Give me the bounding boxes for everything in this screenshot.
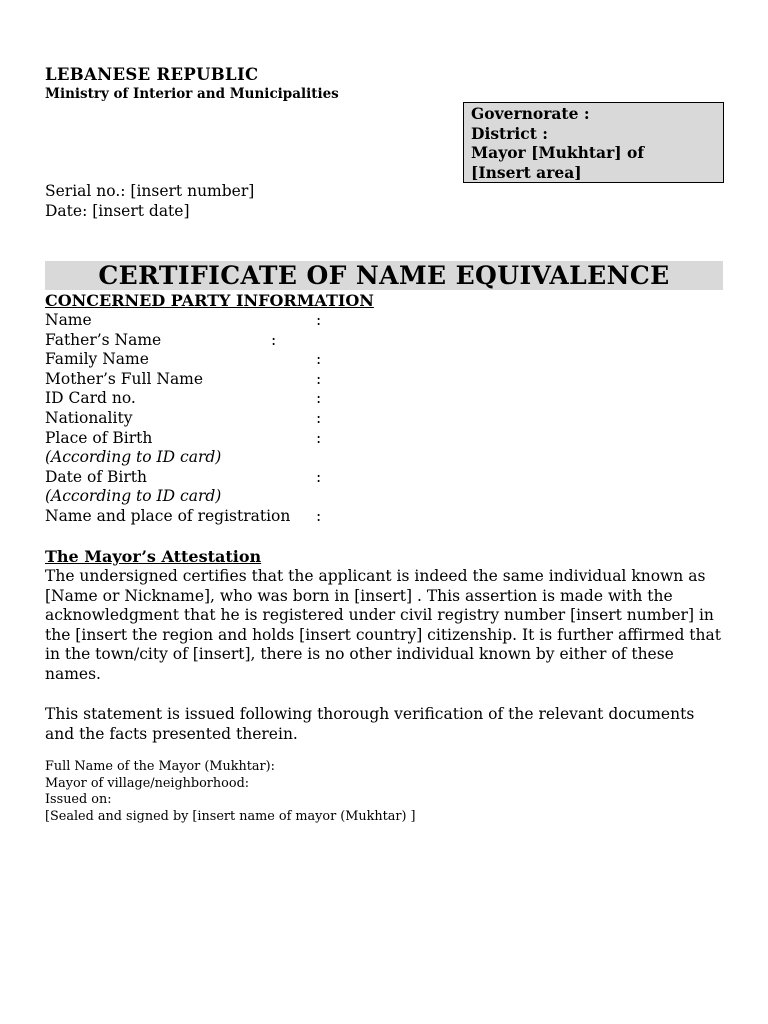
attestation-heading: The Mayor’s Attestation: [45, 547, 262, 566]
field-label: ID Card no.: [45, 389, 136, 408]
field-label: Date of Birth: [45, 467, 147, 486]
signature-block: [45, 759, 416, 825]
field-colon: :: [316, 389, 322, 408]
mayor-full-name-line: Full Name of the Mayor (Mukhtar):: [45, 759, 275, 774]
field-colon: :: [316, 506, 322, 525]
field-label: Nationality: [45, 408, 133, 427]
verification-paragraph: This statement is issued following thorough verification of the relevant documents and the facts presented therein.: [45, 705, 695, 743]
field-registration: [45, 507, 445, 527]
field-colon: :: [316, 428, 322, 447]
mayor-village-line: Mayor of village/neighborhood:: [45, 775, 250, 791]
area-line: [Insert area]: [471, 162, 582, 182]
governorate-line: Governorate :: [471, 104, 590, 123]
certificate-title: CERTIFICATE OF NAME EQUIVALENCE: [45, 261, 723, 290]
attestation-paragraph: The undersigned certifies that the applicant is indeed the same individual known as [Name or Nickname], who was born in [insert] . This assertion is made with the acknowledgment that he is registered under civil registry number [insert number] in the [insert the region and holds [insert country] citizenship. It is further affirmed that in the town/city of [insert], there is no other individual known by either of these names.: [45, 567, 721, 683]
field-date-of-birth: [45, 468, 445, 488]
field-label: Mother’s Full Name: [45, 369, 204, 388]
field-id-card: [45, 389, 445, 409]
field-name: [45, 311, 445, 331]
field-place-of-birth: [45, 429, 445, 449]
field-note: [45, 448, 445, 468]
mayor-line: Mayor [Mukhtar] of: [471, 143, 644, 162]
sealed-signed-line: [Sealed and signed by [insert name of mayor (Mukhtar) ]: [45, 808, 416, 824]
governorate-box: [463, 102, 724, 183]
field-colon: :: [316, 408, 322, 427]
field-fathers-name: [45, 331, 445, 351]
party-info-heading: CONCERNED PARTY INFORMATION: [45, 291, 374, 310]
issued-on-line: Issued on:: [45, 792, 112, 807]
ministry-heading: Ministry of Interior and Municipalities: [45, 86, 339, 102]
serial-number: Serial no.: [insert number]: [45, 182, 255, 200]
field-note-text: (According to ID card): [45, 448, 222, 467]
field-family-name: [45, 350, 445, 370]
field-note-text: (According to ID card): [45, 487, 222, 506]
field-label: Name and place of registration: [45, 506, 291, 525]
republic-heading: LEBANESE REPUBLIC: [45, 65, 259, 84]
document-date: Date: [insert date]: [45, 202, 190, 220]
district-line: District :: [471, 123, 548, 143]
field-label: Father’s Name: [45, 330, 162, 349]
field-colon: :: [316, 350, 322, 369]
field-colon: :: [316, 311, 322, 329]
field-label: Family Name: [45, 350, 149, 369]
field-note: [45, 487, 445, 507]
field-nationality: [45, 409, 445, 429]
field-colon: :: [271, 330, 277, 349]
field-colon: :: [316, 369, 322, 388]
party-fields: [45, 311, 445, 527]
field-colon: :: [316, 467, 322, 486]
field-mothers-name: [45, 370, 445, 390]
field-label: Name: [45, 311, 92, 329]
field-label: Place of Birth: [45, 428, 153, 447]
